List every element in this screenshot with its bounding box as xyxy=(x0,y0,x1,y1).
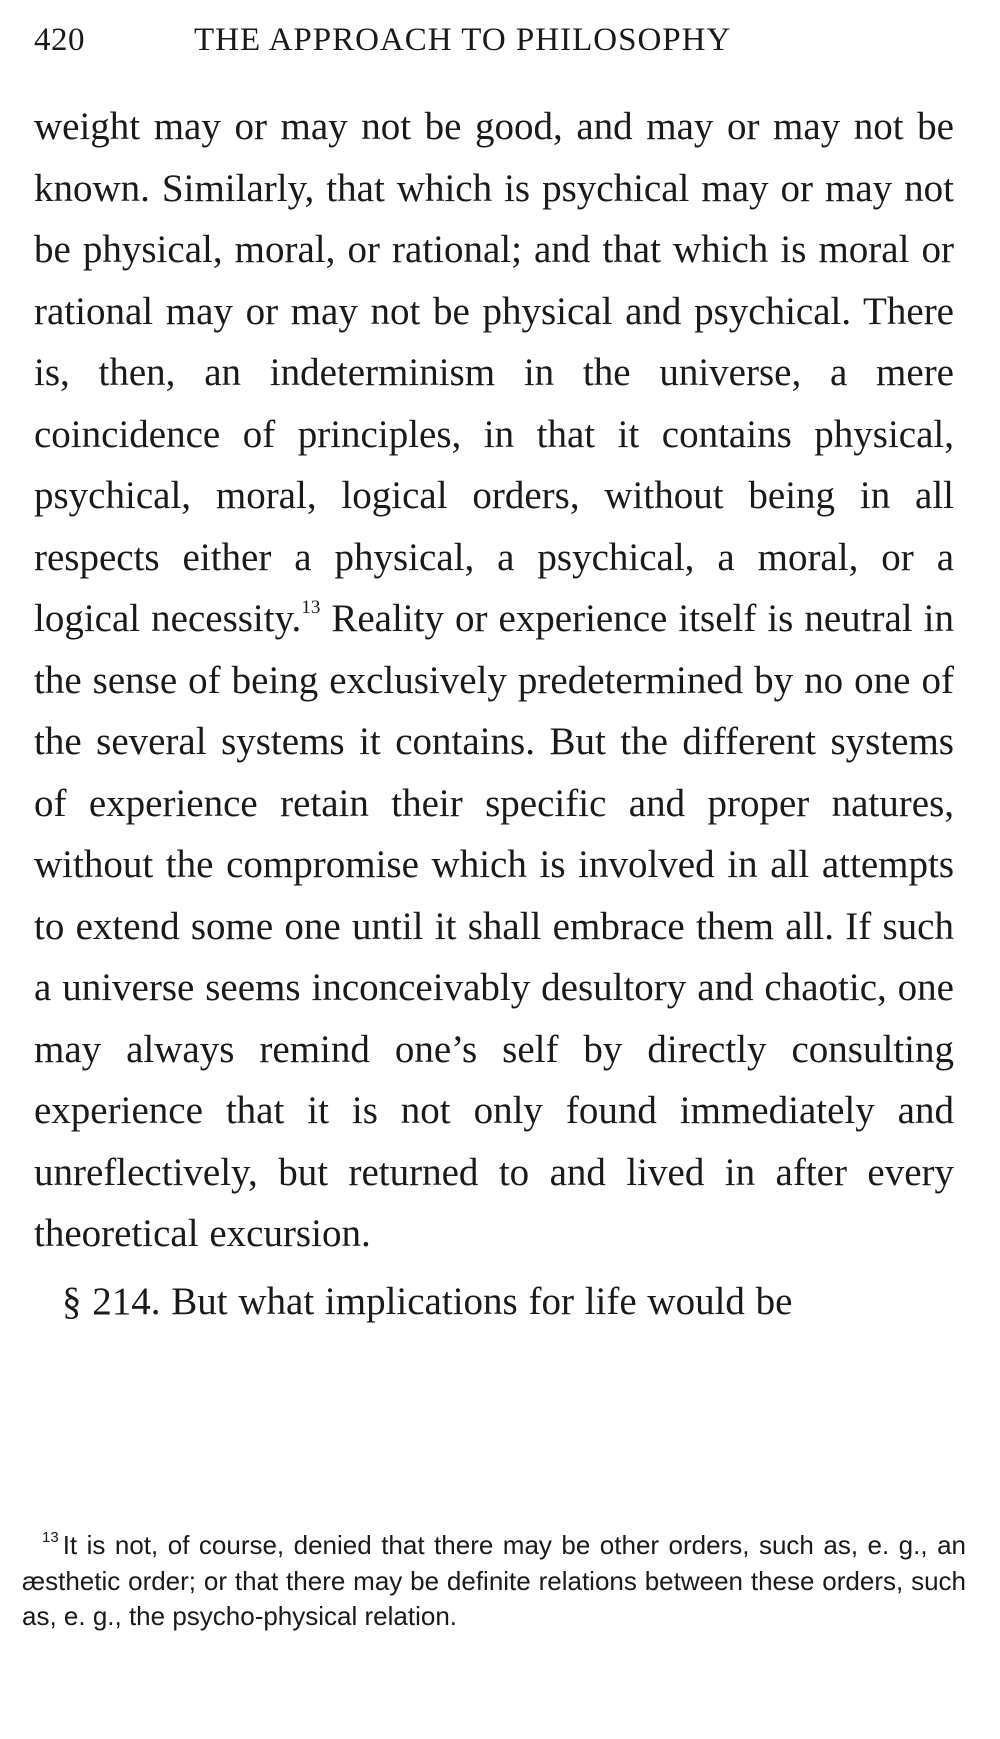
page-number: 420 xyxy=(34,22,85,58)
footnotes xyxy=(22,1528,966,1635)
footnote-text: It is not, of course, denied that there may be other orders, such as, e. g., an æsthetic order; or that there may be definite relations between these orders, such as, e. g., the psycho-physical relation. xyxy=(22,1530,966,1631)
body-text xyxy=(34,96,954,1332)
running-head xyxy=(34,22,954,72)
paragraph xyxy=(34,96,954,1265)
running-title: THE APPROACH TO PHILOSOPHY xyxy=(194,22,732,58)
footnote-reference: 13 xyxy=(301,597,321,618)
paragraph-text-continued: Reality or experience itself is neutral in the sense of being exclusively predetermined by no one of the several systems it contains. But the different systems of experience retain their specific and proper natures, without the compromise which is involved in all attempts to extend some one until it shall embrace them all. If such a universe seems inconceivably desultory and chaotic, one may always remind one’s self by directly consulting experience that it is not only found immediately and unreflectively, but returned to and lived in after every theoretical excursion. xyxy=(34,597,954,1255)
paragraph-section-214: § 214. But what implications for life would be xyxy=(62,1279,793,1323)
paragraph-text: weight may or may not be good, and may or may not be known. Similarly, that which is psychical may or may not be physical, moral, or rational; and that which is moral or rational may or may not be physical and psychical. There is, then, an indeterminism in the universe, a mere coincidence of principles, in that it contains physical, psychical, moral, logical orders, without being in all respects either a physical, a psychical, a moral, or a logical necessity. xyxy=(34,105,954,640)
footnote xyxy=(22,1528,966,1635)
footnote-mark: 13 xyxy=(42,1529,59,1546)
